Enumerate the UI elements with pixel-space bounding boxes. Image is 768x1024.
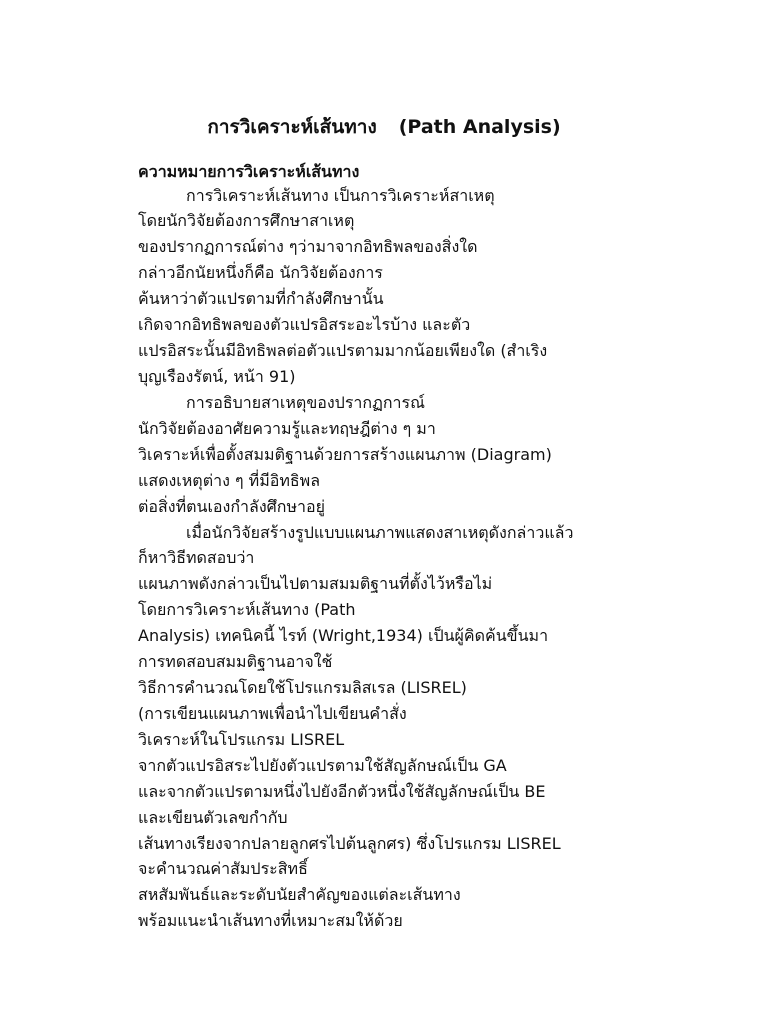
body-line: เส้นทางเรียงจากปลายลูกศรไปต้นลูกศร) ซึ่งโปรแกรม LISREL [138, 834, 561, 853]
body-line: ก็หาวิธีทดสอบว่า [138, 548, 255, 567]
body-line: และเขียนตัวเลขกำกับ [138, 808, 288, 827]
body-line: Analysis) เทคนิคนี้ ไรท์ (Wright,1934) เป็นผู้คิดค้นขึ้นมา [138, 626, 549, 645]
body-line: การทดสอบสมมติฐานอาจใช้ [138, 652, 333, 671]
body-line: (การเขียนแผนภาพเพื่อนำไปเขียนคำสั่ง [138, 704, 407, 723]
page-title [0, 113, 768, 141]
body-line: กล่าวอีกนัยหนึ่งก็คือ นักวิจัยต้องการ [138, 263, 383, 282]
title-english: (Path Analysis) [398, 116, 561, 138]
section-heading: ความหมายการวิเคราะห์เส้นทาง [138, 162, 360, 181]
body-line: เกิดจากอิทธิพลของตัวแปรอิสระอะไรบ้าง และตัว [138, 315, 471, 334]
body-line: นักวิจัยต้องอาศัยความรู้และทฤษฎีต่าง ๆ มา [138, 419, 436, 438]
body-line: เมื่อนักวิจัยสร้างรูปแบบแผนภาพแสดงสาเหตุดังกล่าวแล้ว [186, 523, 574, 542]
body-line: จากตัวแปรอิสระไปยังตัวแปรตามใช้สัญลักษณ์เป็น GA [138, 756, 507, 775]
body-line: วิเคราะห์เพื่อตั้งสมมติฐานด้วยการสร้างแผนภาพ (Diagram) [138, 445, 552, 464]
body-line: พร้อมแนะนำเส้นทางที่เหมาะสมให้ด้วย [138, 911, 403, 930]
body-line: และจากตัวแปรตามหนึ่งไปยังอีกตัวหนึ่งใช้สัญลักษณ์เป็น BE [138, 782, 546, 801]
body-line: ของปรากฏการณ์ต่าง ๆว่ามาจากอิทธิพลของสิ่งใด [138, 237, 478, 256]
body-line: การอธิบายสาเหตุของปรากฏการณ์ [186, 393, 425, 412]
body-line: แสดงเหตุต่าง ๆ ที่มีอิทธิพล [138, 471, 321, 490]
body-line: โดยนักวิจัยต้องการศึกษาสาเหตุ [138, 211, 355, 230]
body-line: บุญเรืองรัตน์, หน้า 91) [138, 367, 296, 386]
body-line: แปรอิสระนั้นมีอิทธิพลต่อตัวแปรตามมากน้อยเพียงใด (สำเริง [138, 341, 548, 360]
title-thai: การวิเคราะห์เส้นทาง [207, 116, 377, 138]
body-line: ต่อสิ่งที่ตนเองกำลังศึกษาอยู่ [138, 497, 325, 516]
body-line: ค้นหาว่าตัวแปรตามที่กำลังศึกษานั้น [138, 289, 384, 308]
body-line: จะคำนวณค่าสัมประสิทธิ์ [138, 859, 308, 878]
body-line: วิธีการคำนวณโดยใช้โปรแกรมลิสเรล (LISREL) [138, 678, 467, 697]
body-line: โดยการวิเคราะห์เส้นทาง (Path [138, 600, 356, 619]
body-line: แผนภาพดังกล่าวเป็นไปตามสมมติฐานที่ตั้งไว้หรือไม่ [138, 574, 493, 593]
body-line: การวิเคราะห์เส้นทาง เป็นการวิเคราะห์สาเหตุ [186, 186, 495, 205]
body-line: วิเคราะห์ในโปรแกรม LISREL [138, 730, 345, 749]
body-line: สหสัมพันธ์และระดับนัยสำคัญของแต่ละเส้นทาง [138, 885, 461, 904]
